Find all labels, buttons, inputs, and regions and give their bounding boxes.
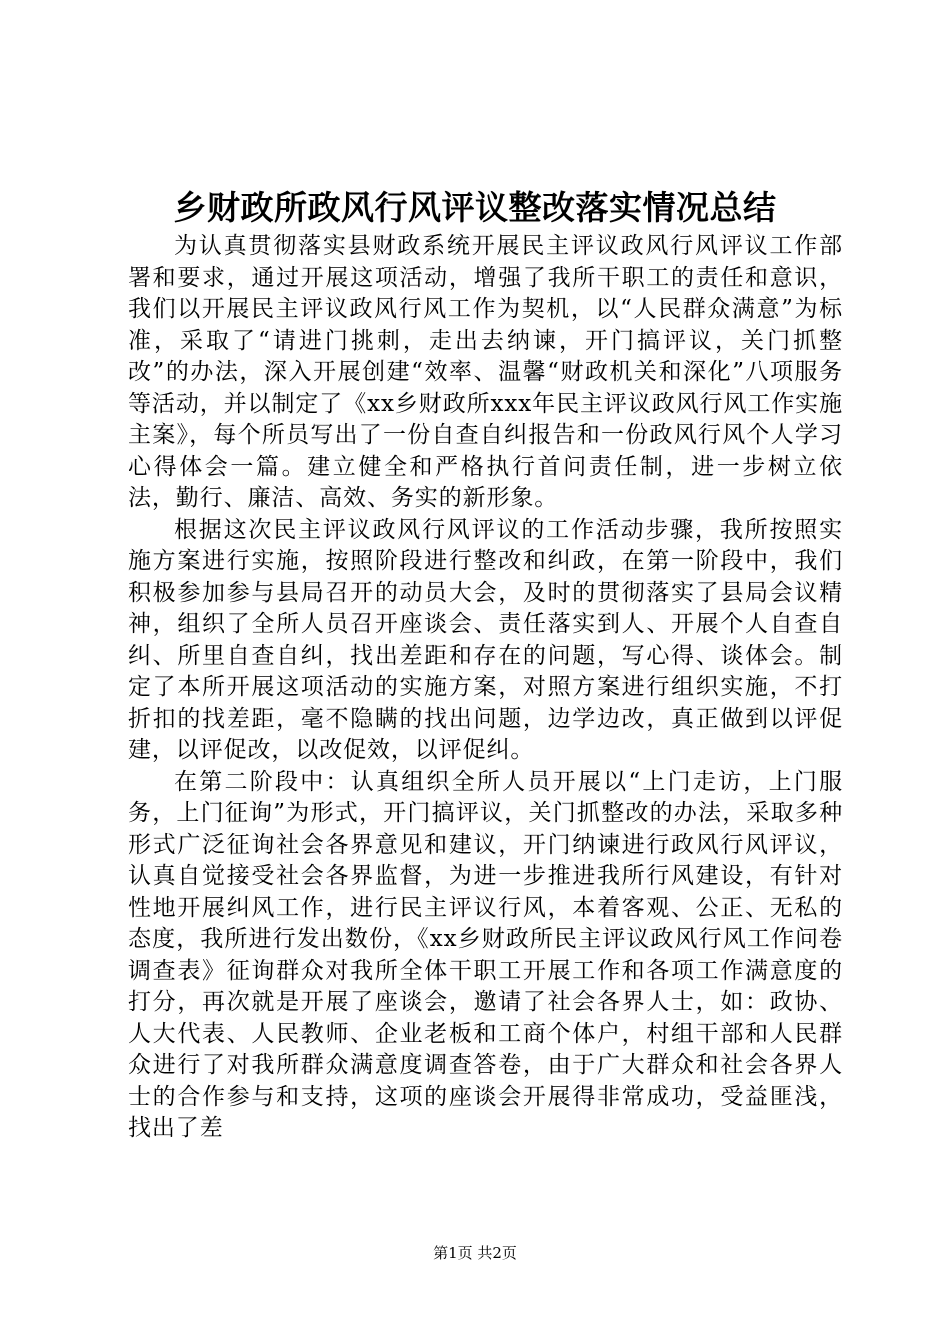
paragraph-2: 根据这次民主评议政风行风评议的工作活动步骤，我所按照实施方案进行实施，按照阶段进行整改和纠政，在第一阶段中，我们积极参加参与县局召开的动员大会，及时的贯彻落实了县局会议精神，组织了全所人员召开座谈会、责任落实到人、开展个人自查自纠、所里自查自纠，找出差距和存在的问题，写心得、谈体会。制定了本所开展这项活动的实施方案，对照方案进行组织实施，不打折扣的找差距，毫不隐瞒的找出问题，边学边改，真正做到以评促建，以评促改，以改促效，以评促纠。 xyxy=(128,516,843,763)
document-body xyxy=(128,231,843,1145)
paragraph-3: 在第二阶段中：认真组织全所人员开展以“上门走访，上门服务，上门征询”为形式，开门搞评议，关门抓整改的办法，采取多种形式广泛征询社会各界意见和建议，开门纳谏进行政风行风评议，认真自觉接受社会各界监督，为进一步推进我所行风建设，有针对性地开展纠风工作，进行民主评议行风，本着客观、公正、无私的态度，我所进行发出数份，《xx乡财政所民主评议政风行风工作问卷调查表》征询群众对我所全体干职工开展工作和各项工作满意度的打分，再次就是开展了座谈会，邀请了社会各界人士，如：政协、人大代表、人民教师、企业老板和工商个体户，村组干部和人民群众进行了对我所群众满意度调查答卷，由于广大群众和社会各界人士的合作参与和支持，这项的座谈会开展得非常成功，受益匪浅，找出了差 xyxy=(128,768,843,1141)
page-footer: 第1页 共2页 xyxy=(433,1244,517,1262)
document-title: 乡财政所政风行风评议整改落实情况总结 xyxy=(173,188,777,227)
paragraph-1: 为认真贯彻落实县财政系统开展民主评议政风行风评议工作部署和要求，通过开展这项活动，增强了我所干职工的责任和意识，我们以开展民主评议政风行风工作为契机，以“人民群众满意”为标准，采取了“请进门挑刺，走出去纳谏，开门搞评议，关门抓整改”的办法，深入开展创建“效率、温馨“财政机关和深化”八项服务等活动，并以制定了《xx乡财政所xxx年民主评议政风行风工作实施主案》，每个所员写出了一份自查自纠报告和一份政风行风个人学习心得体会一篇。建立健全和严格执行首问责任制，进一步树立依法，勤行、廉洁、高效、务实的新形象。 xyxy=(128,233,843,511)
